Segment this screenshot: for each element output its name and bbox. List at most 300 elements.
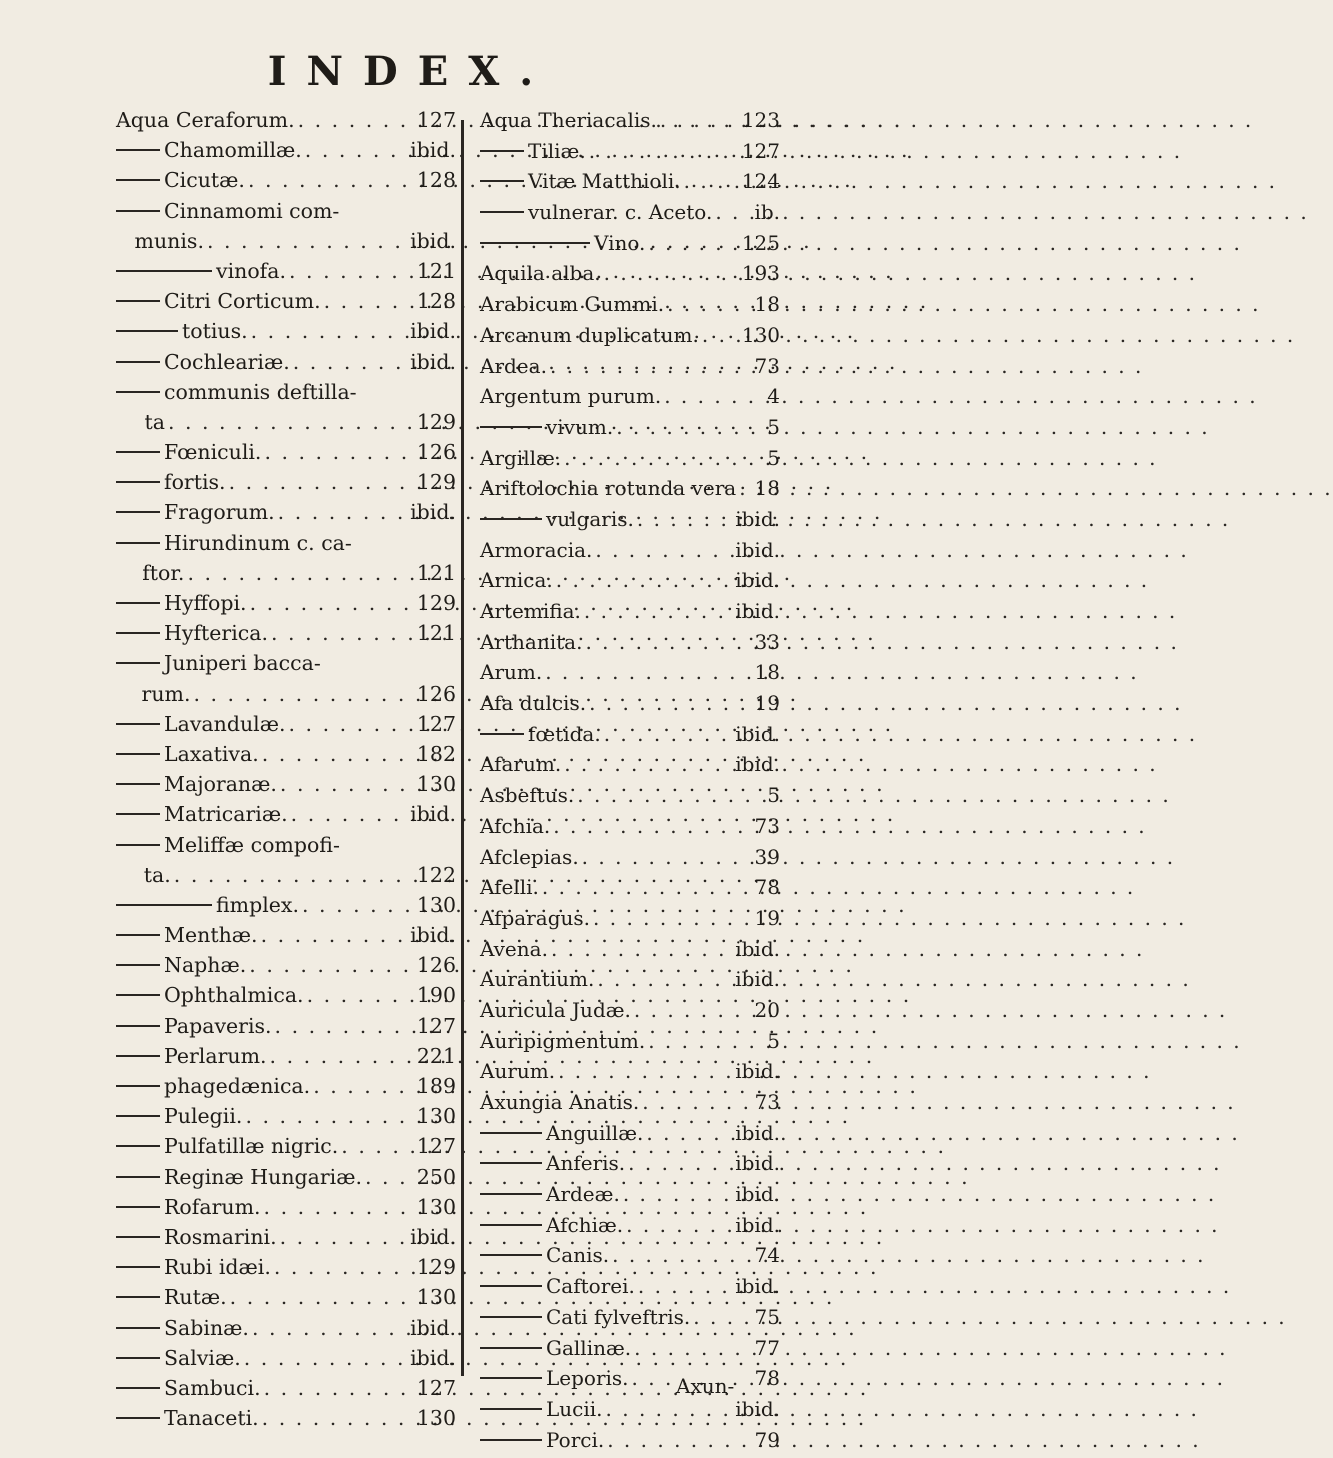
leader-dots: [174, 863, 414, 887]
ditto-dash: [480, 1439, 542, 1441]
index-entry: [116, 531, 456, 561]
leader-dots: [589, 139, 739, 163]
index-entry: [116, 1014, 456, 1044]
entry-page: 121: [416, 621, 456, 646]
entry-page: 18: [754, 476, 780, 501]
ditto-dash: [480, 211, 524, 213]
entry-page: 129: [416, 591, 456, 615]
index-entry: [480, 1090, 780, 1121]
entry-term: Salviæ.: [164, 1345, 241, 1370]
index-entry: [116, 380, 456, 410]
entry-page: ibid.: [410, 1224, 456, 1249]
ditto-dash: [116, 1206, 160, 1208]
entry-term: Canis.: [546, 1243, 610, 1268]
ditto-dash: [116, 1055, 160, 1057]
entry-page: 77: [754, 1335, 780, 1360]
entry-page: 250: [416, 1164, 456, 1189]
index-entry: [116, 199, 456, 229]
index-entry: [116, 1406, 456, 1436]
index-entry: [116, 1376, 456, 1406]
ditto-dash: [116, 602, 160, 604]
page-title: INDEX.: [267, 48, 554, 95]
leader-dots: [551, 937, 732, 961]
index-entry: [480, 630, 780, 661]
index-entry: [480, 231, 780, 262]
leader-dots: [593, 906, 752, 930]
entry-term: Tanaceti.: [164, 1406, 259, 1431]
entry-page: 221: [416, 1043, 456, 1068]
entry-term: Chamomillæ.: [164, 138, 302, 163]
leader-dots: [582, 845, 752, 869]
leader-dots: [298, 108, 414, 132]
index-entry: [480, 538, 780, 569]
entry-term: Afparagus.: [480, 905, 591, 930]
entry-page: ibid.: [410, 138, 456, 163]
entry-page: 121: [416, 560, 456, 585]
leader-dots: [564, 752, 732, 776]
ditto-dash: [480, 1254, 542, 1256]
entry-page: ibid.: [410, 228, 456, 253]
index-entry: [480, 108, 780, 139]
index-entry: [116, 863, 456, 893]
ditto-dash: [480, 733, 524, 735]
entry-page: 127: [416, 711, 456, 736]
entry-term: Arnica.: [480, 568, 553, 593]
ditto-dash: [116, 994, 160, 996]
leader-dots: [604, 261, 739, 285]
leader-dots: [577, 783, 764, 807]
ditto-dash: [480, 180, 524, 182]
entry-term: Pulfatillæ nigric.: [164, 1134, 339, 1159]
index-entry: [480, 875, 780, 906]
entry-term: Afclepias.: [480, 844, 579, 869]
entry-page: 129: [416, 409, 456, 434]
index-entry: [116, 742, 456, 772]
index-entry: [480, 507, 780, 538]
entry-page: 130: [416, 1194, 456, 1219]
index-entry: [116, 1195, 456, 1225]
index-entry: [116, 682, 456, 712]
entry-page: ibid.: [735, 568, 780, 593]
entry-page: ibid.: [735, 967, 780, 992]
index-entry: [116, 772, 456, 802]
entry-term: Citri Corticum.: [164, 289, 321, 314]
entry-page: 20: [754, 997, 780, 1022]
entry-page: ibid.: [410, 923, 456, 948]
ditto-dash: [480, 518, 542, 520]
entry-page: 78: [754, 875, 780, 900]
entry-page: 19: [754, 905, 780, 930]
entry-page: 5: [767, 445, 780, 470]
entry-page: 189: [416, 1074, 456, 1098]
ditto-dash: [116, 844, 160, 846]
index-entry: [480, 1029, 780, 1060]
leader-dots: [626, 1213, 732, 1237]
entry-term: Hirundinum c. ca-: [164, 530, 352, 555]
entry-term: Arthanita.: [480, 629, 583, 654]
entry-term: Aurantium.: [480, 967, 595, 992]
entry-page: 73: [754, 1090, 780, 1114]
entry-page: 130: [416, 1285, 456, 1310]
ditto-dash: [116, 1387, 160, 1389]
index-entry: [480, 568, 780, 599]
entry-term: Majoranæ.: [164, 772, 277, 797]
entry-page: 19: [754, 691, 780, 716]
index-entry: [480, 722, 780, 753]
index-entry: [480, 169, 780, 200]
entry-term: Arabicum Gummi.: [480, 292, 665, 317]
leader-dots: [634, 1336, 751, 1360]
entry-term: fimplex.: [216, 892, 300, 917]
ditto-dash: [116, 1085, 160, 1087]
entry-page: 78: [754, 1366, 780, 1391]
ditto-dash: [116, 1025, 160, 1027]
leader-dots: [648, 231, 738, 255]
entry-term: Perlarum.: [164, 1043, 267, 1068]
entry-page: 130: [416, 892, 456, 917]
entry-term: Cinnamomi com-: [164, 198, 340, 223]
leader-dots: [270, 1044, 414, 1068]
leader-dots: [207, 229, 407, 253]
entry-term: Vino.: [594, 230, 646, 255]
entry-term: Cicutæ.: [164, 168, 245, 193]
index-entry: [116, 953, 456, 983]
entry-page: ibid.: [735, 1059, 780, 1084]
ditto-dash: [116, 542, 160, 544]
ditto-dash: [116, 632, 160, 634]
leader-dots: [230, 1285, 414, 1309]
index-entry: [116, 1165, 456, 1195]
column-divider: [461, 120, 464, 1376]
entry-page: ibid.: [735, 752, 780, 777]
index-entry: [480, 292, 780, 323]
leader-dots: [248, 168, 414, 192]
entry-term: Cati fylveftris.: [546, 1304, 691, 1329]
entry-term: Rubi idæi.: [164, 1255, 271, 1280]
index-entry: [480, 1428, 780, 1458]
index-entry: [480, 261, 780, 292]
entry-term: Afarum.: [480, 752, 562, 777]
entry-term: Lucii.: [546, 1396, 603, 1421]
entry-term: Menthæ.: [164, 923, 258, 948]
entry-term: Ophthalmica.: [164, 983, 304, 1008]
leader-dots: [637, 507, 732, 531]
leader-dots: [261, 923, 408, 947]
leader-dots: [585, 630, 751, 654]
ditto-dash: [480, 1316, 542, 1318]
entry-term: Auripigmentum.: [480, 1028, 646, 1053]
ditto-dash: [480, 1408, 542, 1410]
index-entry: [116, 561, 456, 591]
entry-term: Artemifia.: [480, 599, 581, 623]
index-entry: [116, 500, 456, 530]
leader-dots: [252, 1316, 407, 1340]
leader-dots: [634, 998, 752, 1022]
leader-dots: [187, 561, 413, 585]
entry-page: 130: [416, 1406, 456, 1431]
entry-term: Ariftolochia rotunda vera: [480, 476, 737, 501]
index-entry: [116, 1104, 456, 1134]
entry-term: ftor.: [142, 560, 185, 585]
index-entry: [480, 1213, 780, 1244]
entry-term: Aquila alba.: [480, 261, 601, 286]
entry-page: 33: [754, 629, 780, 654]
index-entry: [116, 1134, 456, 1164]
entry-term: Rosmarini.: [164, 1224, 277, 1249]
ditto-dash: [116, 1145, 160, 1147]
entry-page: ibid.: [735, 1396, 780, 1421]
index-entry: [480, 1305, 780, 1336]
index-entry: [116, 1316, 456, 1346]
entry-term: Auricula Judæ.: [480, 997, 631, 1022]
leader-dots: [324, 289, 414, 313]
index-entry: [116, 350, 456, 380]
entry-term: Afa dulcis.: [480, 691, 587, 716]
ditto-dash: [480, 242, 590, 244]
index-entry: [116, 591, 456, 621]
ditto-dash: [116, 210, 160, 212]
index-column-right: [480, 108, 780, 1458]
leader-dots: [564, 446, 764, 470]
entry-term: Sabinæ.: [164, 1315, 249, 1340]
leader-dots: [660, 108, 739, 132]
index-entry: [480, 139, 780, 170]
entry-page: ibid.: [735, 599, 780, 623]
ditto-dash: [116, 511, 160, 513]
entry-term: vinofa.: [216, 258, 287, 283]
index-entry: [116, 168, 456, 198]
entry-page: 130: [416, 1104, 456, 1129]
ditto-dash: [116, 904, 212, 906]
leader-dots: [715, 200, 751, 224]
leader-dots: [646, 1121, 732, 1145]
index-entry: [480, 354, 780, 385]
leader-dots: [275, 1014, 414, 1038]
entry-page: 127: [741, 138, 780, 163]
entry-term: Gallinæ.: [546, 1335, 632, 1360]
index-entry: [480, 691, 780, 722]
index-entry: [116, 651, 456, 681]
ditto-dash: [116, 662, 160, 664]
leader-dots: [612, 1243, 751, 1267]
leader-dots: [642, 1090, 751, 1114]
ditto-dash: [116, 783, 160, 785]
index-entry: [480, 845, 780, 876]
leader-dots: [702, 323, 739, 347]
entry-term: Reginæ Hungariæ.: [164, 1164, 363, 1189]
entry-term: Fœniculi.: [164, 440, 262, 465]
index-entry: [480, 752, 780, 783]
ditto-dash: [116, 330, 178, 332]
entry-page: 130: [741, 322, 780, 347]
entry-term: phagedænica.: [164, 1074, 311, 1098]
index-entry: [480, 384, 780, 415]
index-entry: [480, 476, 780, 507]
index-entry: [480, 937, 780, 968]
leader-dots: [589, 691, 751, 715]
index-entry: [480, 1151, 780, 1182]
entry-term: Caftorei.: [546, 1274, 635, 1299]
entry-term: Pulegii.: [164, 1104, 243, 1129]
entry-page: 127: [416, 1013, 456, 1038]
entry-page: ibid.: [735, 1151, 780, 1176]
leader-dots: [542, 875, 752, 899]
leader-dots: [313, 1074, 414, 1098]
leader-dots: [274, 1255, 414, 1279]
ditto-dash: [116, 753, 160, 755]
index-entry: [480, 1366, 780, 1397]
index-entry: [480, 967, 780, 998]
entry-term: Cochleariæ.: [164, 349, 290, 374]
entry-page: 4: [767, 384, 780, 409]
leader-dots: [229, 470, 414, 494]
leader-dots: [628, 1151, 732, 1175]
entry-term: Rutæ.: [164, 1285, 227, 1310]
ditto-dash: [116, 934, 160, 936]
entry-page: ibid.: [410, 319, 456, 344]
leader-dots: [550, 354, 752, 378]
entry-term: Asbeftus.: [480, 783, 575, 808]
entry-term: vulgaris.: [546, 506, 634, 531]
entry-page: ibid.: [410, 1345, 456, 1370]
index-entry: [480, 814, 780, 845]
leader-dots: [291, 802, 407, 826]
entry-page: ibid.: [410, 802, 456, 827]
index-entry: [480, 1182, 780, 1213]
leader-dots: [307, 983, 414, 1007]
entry-term: communis deftilla-: [164, 379, 357, 404]
entry-term: Avena.: [480, 936, 548, 961]
leader-dots: [556, 568, 732, 592]
leader-dots: [648, 1029, 764, 1053]
leader-dots: [278, 500, 407, 524]
entry-page: ibid.: [735, 1182, 780, 1207]
ditto-dash: [480, 1224, 542, 1226]
ditto-dash: [116, 451, 160, 453]
entry-page: 126: [416, 440, 456, 465]
index-entry: [116, 289, 456, 319]
entry-page: 79: [754, 1427, 780, 1452]
index-entry: [116, 923, 456, 953]
entry-page: 122: [416, 862, 456, 887]
entry-page: ibid.: [410, 1315, 456, 1340]
leader-dots: [293, 350, 407, 374]
leader-dots: [667, 292, 751, 316]
entry-term: Rofarum.: [164, 1194, 261, 1219]
leader-dots: [280, 772, 414, 796]
leader-dots: [249, 953, 414, 977]
entry-term: Tiliæ.: [528, 138, 586, 163]
entry-term: Naphæ.: [164, 953, 247, 978]
entry-term: Vitæ Matthioli.: [528, 169, 681, 194]
entry-page: 127: [416, 1134, 456, 1159]
entry-term: Armoracia.: [480, 537, 593, 562]
ditto-dash: [116, 1115, 160, 1117]
entry-page: 129: [416, 1255, 456, 1280]
entry-page: 125: [741, 230, 780, 255]
leader-dots: [280, 1225, 408, 1249]
leader-dots: [264, 1195, 414, 1219]
entry-term: Ardeæ.: [546, 1182, 620, 1207]
entry-page: 126: [416, 953, 456, 978]
index-entry: [480, 1397, 780, 1428]
leader-dots: [584, 599, 732, 623]
ditto-dash: [116, 481, 160, 483]
leader-dots: [302, 893, 414, 917]
leader-dots: [305, 138, 407, 162]
index-entry: [116, 319, 456, 349]
ditto-dash: [480, 1377, 542, 1379]
entry-term: Leporis.: [546, 1366, 629, 1391]
ditto-dash: [480, 1347, 542, 1349]
entry-page: 75: [754, 1304, 780, 1329]
index-entry: [116, 108, 456, 138]
leader-dots: [250, 591, 414, 615]
index-entry: [116, 1285, 456, 1315]
entry-term: Argentum purum.: [480, 384, 662, 409]
entry-page: 193: [741, 261, 780, 286]
entry-term: fortis.: [164, 470, 226, 495]
leader-dots: [193, 682, 413, 706]
entry-term: Sambuci.: [164, 1375, 261, 1400]
entry-term: rum.: [141, 681, 191, 706]
entry-page: ibid.: [735, 506, 780, 531]
ditto-dash: [116, 723, 160, 725]
index-entry: [480, 998, 780, 1029]
entry-term: Arcanum duplicatum.: [480, 322, 699, 347]
entry-term: ta: [144, 409, 165, 434]
entry-page: ibid.: [735, 537, 780, 562]
index-entry: [480, 200, 780, 231]
entry-term: Fragorum.: [164, 500, 275, 525]
entry-page: 18: [754, 292, 780, 317]
index-entry: [480, 1274, 780, 1305]
leader-dots: [264, 1376, 414, 1400]
leader-dots: [693, 1305, 751, 1329]
catchword: Axun-: [676, 1374, 735, 1398]
leader-dots: [341, 1134, 414, 1158]
leader-dots: [638, 1274, 732, 1298]
entry-term: Meliffæ compofi-: [164, 832, 340, 857]
leader-dots: [616, 415, 764, 439]
entry-term: Argillæ.: [480, 445, 562, 470]
entry-page: ibid.: [735, 936, 780, 961]
ditto-dash: [480, 1193, 542, 1195]
entry-term: Arum.: [480, 660, 543, 685]
entry-page: 73: [754, 813, 780, 838]
entry-term: Anferis.: [546, 1151, 626, 1176]
index-entry: [480, 1121, 780, 1152]
entry-page: ibid.: [735, 1212, 780, 1237]
entry-page: 127: [416, 108, 456, 132]
leader-dots: [289, 712, 414, 736]
leader-dots: [168, 410, 414, 434]
index-entry: [116, 1225, 456, 1255]
entry-term: ta.: [143, 862, 171, 887]
entry-page: 126: [416, 681, 456, 706]
ditto-dash: [116, 361, 160, 363]
entry-page: 18: [754, 660, 780, 685]
entry-page: 74: [754, 1243, 780, 1268]
leader-dots: [251, 319, 408, 343]
index-entry: [480, 906, 780, 937]
leader-dots: [289, 259, 414, 283]
index-entry: [480, 660, 780, 691]
index-entry: [116, 138, 456, 168]
entry-term: Aqua Ceraforum.: [116, 108, 295, 132]
entry-term: Aurum.: [480, 1059, 556, 1084]
entry-page: 128: [416, 289, 456, 314]
